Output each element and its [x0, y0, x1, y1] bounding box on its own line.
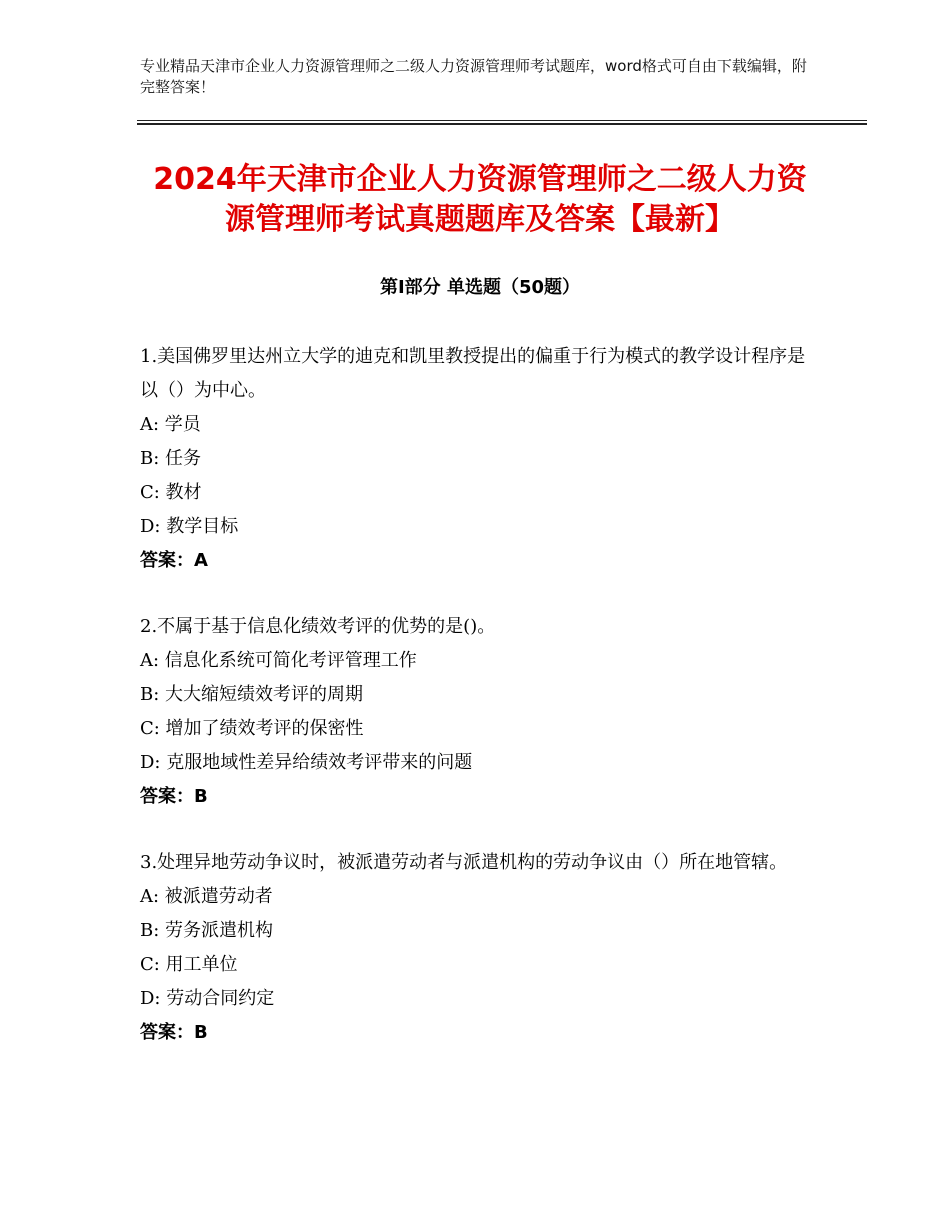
- option-a: A: 被派遣劳动者: [140, 886, 273, 907]
- question-stem: 2.不属于基于信息化绩效考评的优势的是()。: [140, 616, 496, 637]
- option-c: C: 用工单位: [140, 954, 238, 975]
- header-note: 专业精品天津市企业人力资源管理师之二级人力资源管理师考试题库，word格式可自由下载编辑，附完整答案！: [140, 57, 807, 96]
- question-stem: 1.美国佛罗里达州立大学的迪克和凯里教授提出的偏重于行为模式的教学设计程序是以（）为中心。: [140, 346, 806, 401]
- answer: 答案：A: [140, 550, 208, 571]
- option-a: A: 信息化系统可简化考评管理工作: [140, 650, 417, 671]
- section-title: 第Ⅰ部分 单选题（50题）: [379, 277, 580, 298]
- option-c: C: 教材: [140, 482, 202, 503]
- option-d: D: 克服地域性差异给绩效考评带来的问题: [140, 752, 473, 773]
- header-divider-thin: [137, 120, 867, 121]
- option-b: B: 大大缩短绩效考评的周期: [140, 684, 364, 705]
- option-a: A: 学员: [140, 414, 201, 435]
- document-title: 2024年天津市企业人力资源管理师之二级人力资源管理师考试真题题库及答案【最新】: [153, 162, 807, 237]
- header-divider-thick: [137, 123, 867, 125]
- question-2: [140, 610, 820, 814]
- question-list: [140, 340, 820, 1082]
- answer: 答案：B: [140, 1022, 208, 1043]
- header-divider: [137, 120, 867, 125]
- option-b: B: 任务: [140, 448, 202, 469]
- option-c: C: 增加了绩效考评的保密性: [140, 718, 364, 739]
- option-d: D: 教学目标: [140, 516, 239, 537]
- question-stem: 3.处理异地劳动争议时，被派遣劳动者与派遣机构的劳动争议由（）所在地管辖。: [140, 852, 788, 873]
- question-1: [140, 340, 820, 578]
- option-d: D: 劳动合同约定: [140, 988, 275, 1009]
- answer: 答案：B: [140, 786, 208, 807]
- question-3: [140, 846, 820, 1050]
- option-b: B: 劳务派遣机构: [140, 920, 274, 941]
